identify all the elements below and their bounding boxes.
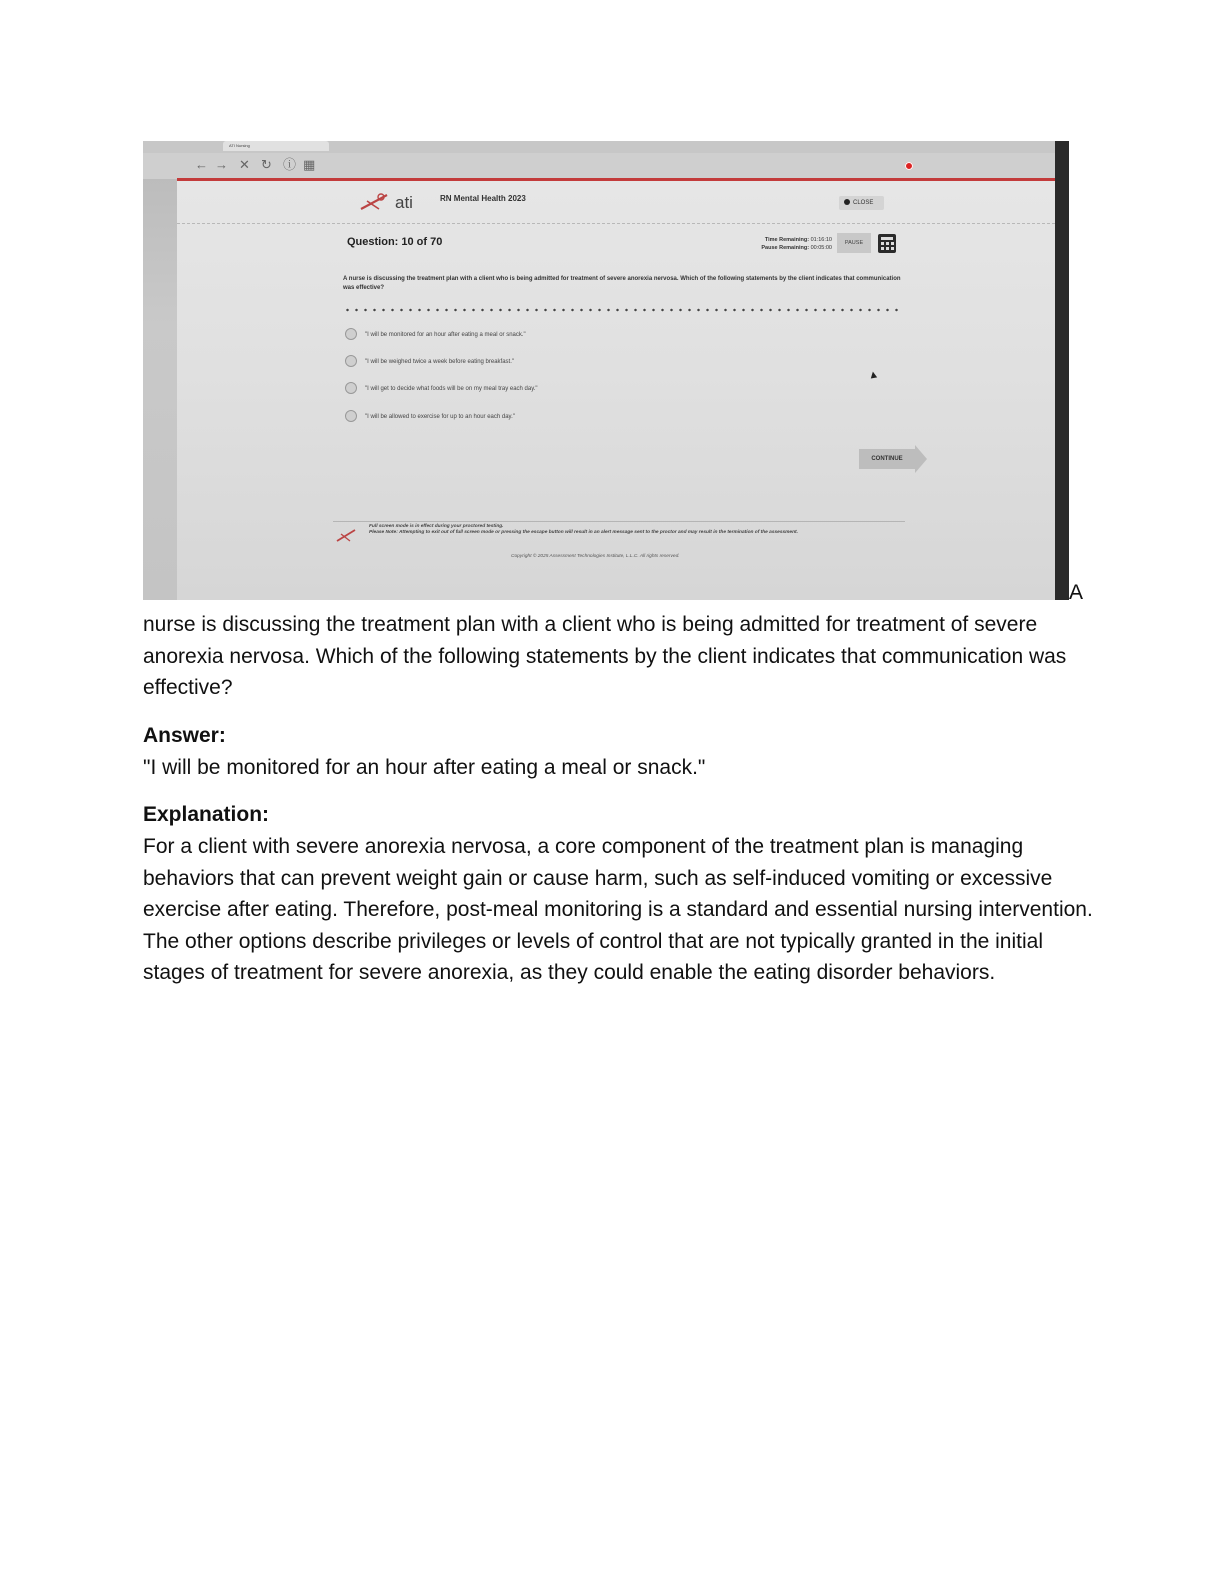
pause-remaining-label: Pause Remaining: bbox=[761, 245, 810, 251]
radio-button[interactable] bbox=[345, 328, 357, 340]
calculator-icon[interactable] bbox=[878, 234, 896, 253]
pause-remaining-value: 00:05:00 bbox=[810, 245, 832, 251]
grid-icon[interactable]: ▦ bbox=[303, 157, 316, 172]
close-button[interactable] bbox=[839, 196, 884, 210]
info-icon[interactable]: ⓘ bbox=[283, 157, 297, 172]
mouse-cursor-icon: ▲ bbox=[867, 368, 880, 382]
exam-screenshot-photo bbox=[143, 141, 1069, 600]
back-arrow-icon[interactable]: ← bbox=[195, 157, 208, 172]
dotted-divider bbox=[343, 307, 903, 313]
continue-button[interactable]: CONTINUE bbox=[859, 449, 915, 469]
radio-button[interactable] bbox=[345, 410, 357, 422]
copyright: Copyright © 2025 Assessment Technologies Institute, L.L.C. All rights reserved. bbox=[511, 554, 680, 559]
monitor-bezel bbox=[1055, 141, 1069, 600]
browser-tab[interactable]: ATI Nursing bbox=[223, 141, 329, 151]
answer-option[interactable] bbox=[345, 410, 515, 424]
answer-label: Answer: bbox=[143, 724, 226, 747]
time-remaining-value: 01:16:10 bbox=[810, 237, 832, 243]
question-body: nurse is discussing the treatment plan with a client who is being admitted for treatment of severe anorexia nervosa. Which of the following statements by the client indicates that communication was effective? bbox=[143, 613, 1067, 699]
close-x-icon[interactable]: ✕ bbox=[239, 157, 250, 172]
explanation-label: Explanation: bbox=[143, 803, 270, 826]
answer-option[interactable] bbox=[345, 328, 526, 342]
forward-arrow-icon[interactable]: → bbox=[215, 157, 228, 172]
exam-title: RN Mental Health 2023 bbox=[440, 194, 526, 203]
exam-app bbox=[177, 181, 1055, 600]
footer-note-line-1: Full screen mode is in effect during your proctored testing. bbox=[369, 524, 504, 529]
footer-divider bbox=[333, 521, 905, 522]
logo-text: ati bbox=[395, 193, 413, 212]
option-text: "I will get to decide what foods will be on my meal tray each day." bbox=[365, 386, 538, 392]
close-label: CLOSE bbox=[853, 200, 874, 206]
radio-button[interactable] bbox=[345, 355, 357, 367]
continue-arrow-icon[interactable] bbox=[915, 445, 927, 473]
option-text: "I will be monitored for an hour after eating a meal or snack." bbox=[365, 332, 526, 338]
footer-note bbox=[369, 524, 919, 536]
answer-option[interactable] bbox=[345, 355, 514, 369]
close-circle-icon bbox=[844, 199, 850, 205]
browser-nav-bar bbox=[143, 153, 1055, 179]
option-text: "I will be weighed twice a week before eating breakfast." bbox=[365, 359, 515, 365]
question-lead-letter: A bbox=[1069, 581, 1084, 604]
timers bbox=[732, 236, 832, 252]
exam-header bbox=[177, 181, 1055, 224]
browser-tab-bar bbox=[143, 141, 1055, 153]
pause-button[interactable]: PAUSE bbox=[837, 233, 871, 253]
time-remaining-label: Time Remaining: bbox=[764, 237, 810, 243]
answer-text: "I will be monitored for an hour after eating a meal or snack." bbox=[143, 756, 706, 779]
ati-footer-logo-icon bbox=[335, 526, 361, 544]
record-indicator-icon bbox=[905, 162, 913, 170]
radio-button[interactable] bbox=[345, 382, 357, 394]
answer-option[interactable] bbox=[345, 382, 538, 396]
footer-note-line-2: Please Note: Attempting to exit out of full screen mode or pressing the escape button will result in an alert message sent to the proctor and may result in the termination of the assessment. bbox=[369, 530, 798, 535]
reload-icon[interactable]: ↻ bbox=[261, 157, 272, 172]
question-number: Question: 10 of 70 bbox=[347, 236, 443, 248]
option-text: "I will be allowed to exercise for up to an hour each day." bbox=[365, 414, 515, 420]
question-text: A nurse is discussing the treatment plan with a client who is being admitted for treatment of severe anorexia nervosa. Which of the following statements by the client indicates that communication was effective? bbox=[343, 276, 901, 291]
explanation-text: For a client with severe anorexia nervosa, a core component of the treatment plan is managing behaviors that can prevent weight gain or cause harm, such as self-induced vomiting or excessive exercise after eating. Therefore, post-meal monitoring is a standard and essential nursing intervention. The other options describe privileges or levels of control that are not typically granted in the initial stages of treatment for severe anorexia, as they could enable the eating disorder behaviors. bbox=[143, 835, 1093, 984]
